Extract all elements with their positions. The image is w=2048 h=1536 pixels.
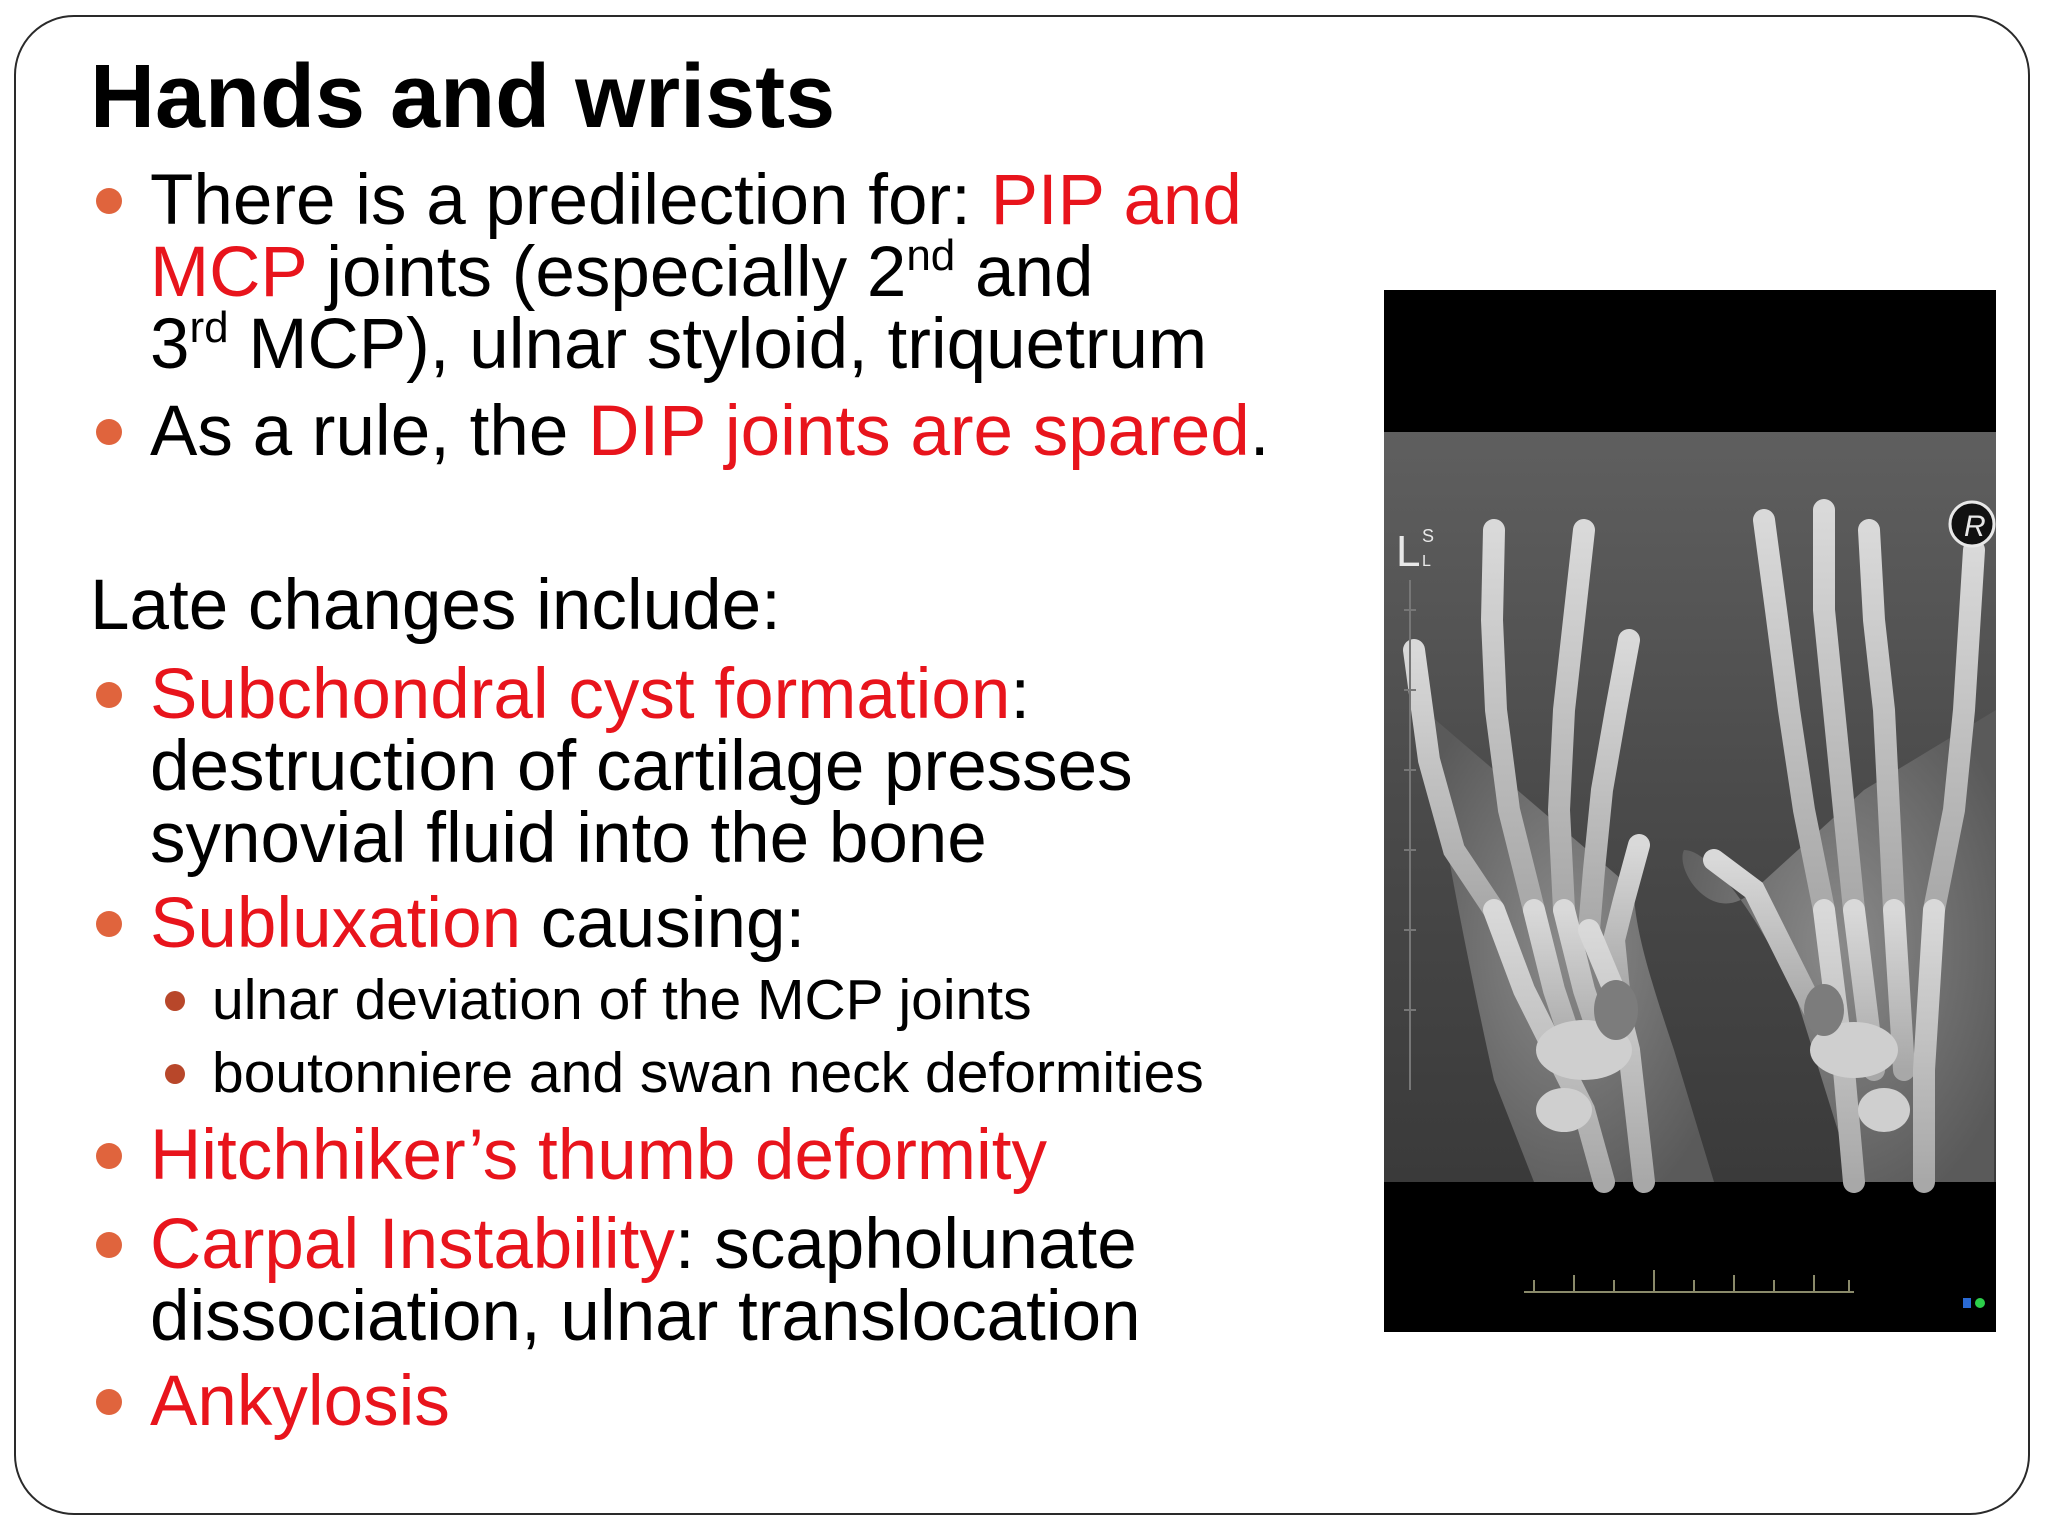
- bullet-text: .: [1249, 392, 1270, 471]
- bullet-text: destruction of cartilage presses: [150, 727, 1133, 806]
- highlight-text: Ankylosis: [150, 1362, 450, 1441]
- hand-xray-image: [1384, 290, 1996, 1332]
- highlight-text: DIP joints are spared: [588, 392, 1250, 471]
- bullet-text: synovial fluid into the bone: [150, 799, 987, 878]
- highlight-text: MCP: [150, 233, 307, 312]
- highlight-text: PIP and: [990, 161, 1242, 240]
- slide-title: Hands and wrists: [90, 47, 836, 147]
- bullet-text: and: [955, 233, 1094, 312]
- bullet-text: joints (especially 2: [306, 233, 907, 312]
- xray-left-marker-sub: L: [1422, 553, 1431, 570]
- bullet-dot: [96, 188, 122, 214]
- highlight-text: Subluxation: [150, 884, 522, 963]
- highlight-text: Carpal Instability: [150, 1205, 675, 1284]
- sub-bullet-boutonniere: boutonniere and swan neck deformities: [212, 1041, 1204, 1105]
- bullet-dot: [96, 682, 122, 708]
- bullet-predilection: [150, 161, 1350, 384]
- bullet-subchondral-cyst: [150, 655, 1350, 878]
- superscript: rd: [189, 303, 229, 352]
- highlight-text: Hitchhiker’s thumb deformity: [150, 1116, 1048, 1195]
- bullet-text: : scapholunate: [674, 1205, 1137, 1284]
- bullet-text: :: [1010, 655, 1031, 734]
- bullet-text: 3: [150, 305, 190, 384]
- xray-left-marker: L: [1396, 527, 1421, 576]
- bullet-dot: [96, 1143, 122, 1169]
- sub-bullet-dot: [165, 991, 185, 1011]
- superscript: nd: [906, 231, 956, 280]
- sub-bullet-dot: [165, 1064, 185, 1084]
- bullet-dot: [96, 911, 122, 937]
- bullet-hitchhiker-thumb: [150, 1116, 1350, 1195]
- bullet-text: dissociation, ulnar translocation: [150, 1277, 1141, 1356]
- bullet-text: causing:: [521, 884, 806, 963]
- bullet-text: MCP), ulnar styloid, triquetrum: [228, 305, 1208, 384]
- bullet-dot: [96, 1389, 122, 1415]
- sub-bullet-ulnar-deviation: ulnar deviation of the MCP joints: [212, 968, 1032, 1032]
- bullet-ankylosis: [150, 1362, 1350, 1441]
- late-changes-heading: Late changes include:: [90, 566, 781, 645]
- bullet-text: As a rule, the: [150, 392, 589, 471]
- bullet-text: There is a predilection for:: [150, 161, 991, 240]
- bullet-carpal-instability: [150, 1205, 1350, 1356]
- bullet-subluxation: [150, 884, 1350, 963]
- bullet-dot: [96, 419, 122, 445]
- xray-status-light-blue: [1963, 1298, 1971, 1308]
- highlight-text: Subchondral cyst formation: [150, 655, 1011, 734]
- bullet-dip-spared: [150, 392, 1350, 471]
- xray-status-light-green: [1975, 1298, 1985, 1308]
- xray-left-marker-sup: S: [1422, 526, 1435, 546]
- bullet-dot: [96, 1232, 122, 1258]
- xray-right-marker: R: [1964, 510, 1986, 543]
